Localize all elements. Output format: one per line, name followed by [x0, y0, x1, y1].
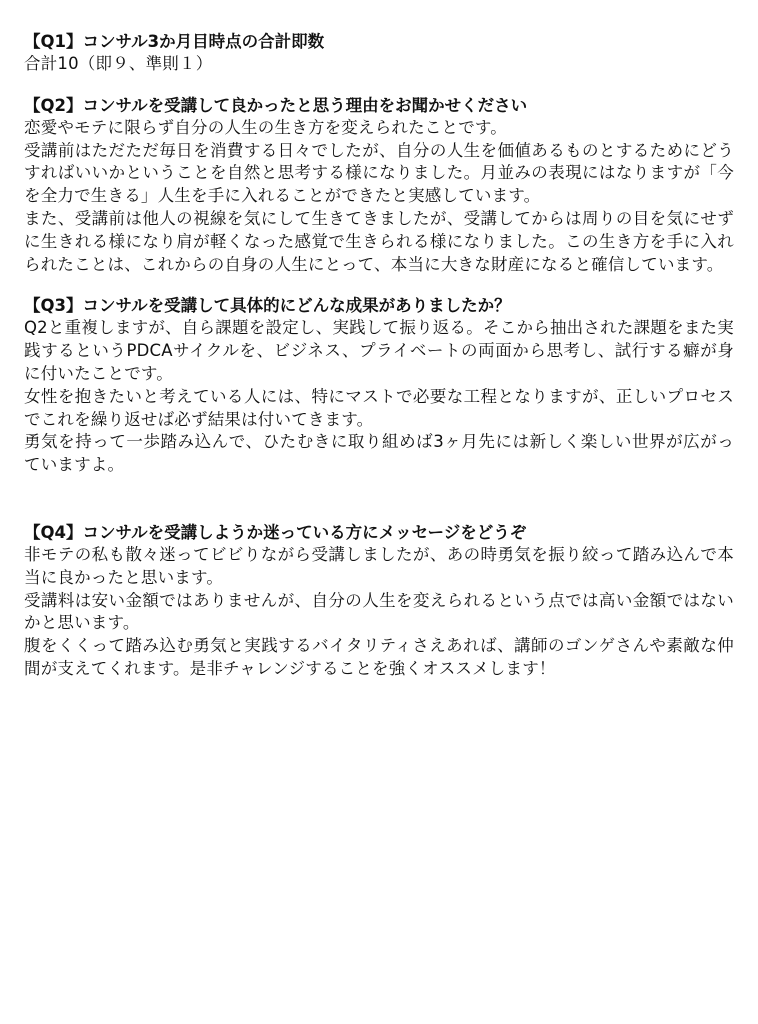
answer-paragraph: 受講料は安い金額ではありませんが、自分の人生を変えられるという点では高い金額ではないかと思います。	[24, 590, 734, 633]
question-heading-q1: 【Q1】コンサル3か月目時点の合計即数	[24, 32, 325, 51]
section-q2	[24, 94, 734, 277]
answer-paragraph: 合計10（即９、準則１）	[24, 54, 213, 73]
answer-paragraph: 女性を抱きたいと考えている人には、特にマストで必要な工程となりますが、正しいプロセスでこれを繰り返せば必ず結果は付いてきます。	[24, 386, 734, 429]
answer-paragraph: 腹をくくって踏み込む勇気と実践するバイタリティさえあれば、講師のゴンゲさんや素敵な仲間が支えてくれます。是非チャレンジすることを強くオススメします！	[24, 636, 734, 678]
question-heading-q4: 【Q4】コンサルを受講しようか迷っている方にメッセージをどうぞ	[24, 522, 527, 542]
answer-paragraph: 受講前はただただ毎日を消費する日々でしたが、自分の人生を価値あるものとするためにどうすればいいかということを自然と思考する様になりました。月並みの表現にはなりますが「今を全力で生きる」人生を手に入れることができたと実感しています。	[24, 140, 734, 206]
question-heading-q2: 【Q2】コンサルを受講して良かったと思う理由をお聞かせください	[24, 95, 528, 115]
answer-paragraph: 恋愛やモテに限らず自分の人生の生き方を変えられたことです。	[24, 117, 507, 137]
section-q4	[24, 521, 734, 681]
answer-paragraph: Q2と重複しますが、自ら課題を設定し、実践して振り返る。そこから抽出された課題をまた実践するというPDCAサイクルを、ビジネス、プライベートの両面から思考し、試行する癖が身に付いたことです。	[24, 318, 734, 383]
qa-document	[24, 30, 734, 681]
section-q3	[24, 294, 734, 477]
answer-paragraph: また、受講前は他人の視線を気にして生きてきましたが、受講してからは周りの目を気にせずに生きれる様になり肩が軽くなった感覚で生きられる様になりました。この生き方を手に入れられたことは、これからの自身の人生にとって、本当に大きな財産になると確信しています。	[24, 208, 734, 274]
answer-paragraph: 勇気を持って一歩踏み込んで、ひたむきに取り組めば3ヶ月先には新しく楽しい世界が広がっていますよ。	[24, 432, 734, 475]
section-q1	[24, 30, 734, 76]
question-heading-q3: 【Q3】コンサルを受講して具体的にどんな成果がありましたか？	[24, 296, 511, 316]
answer-paragraph: 非モテの私も散々迷ってビビりながら受講しましたが、あの時勇気を振り絞って踏み込んで本当に良かったと思います。	[24, 544, 734, 587]
